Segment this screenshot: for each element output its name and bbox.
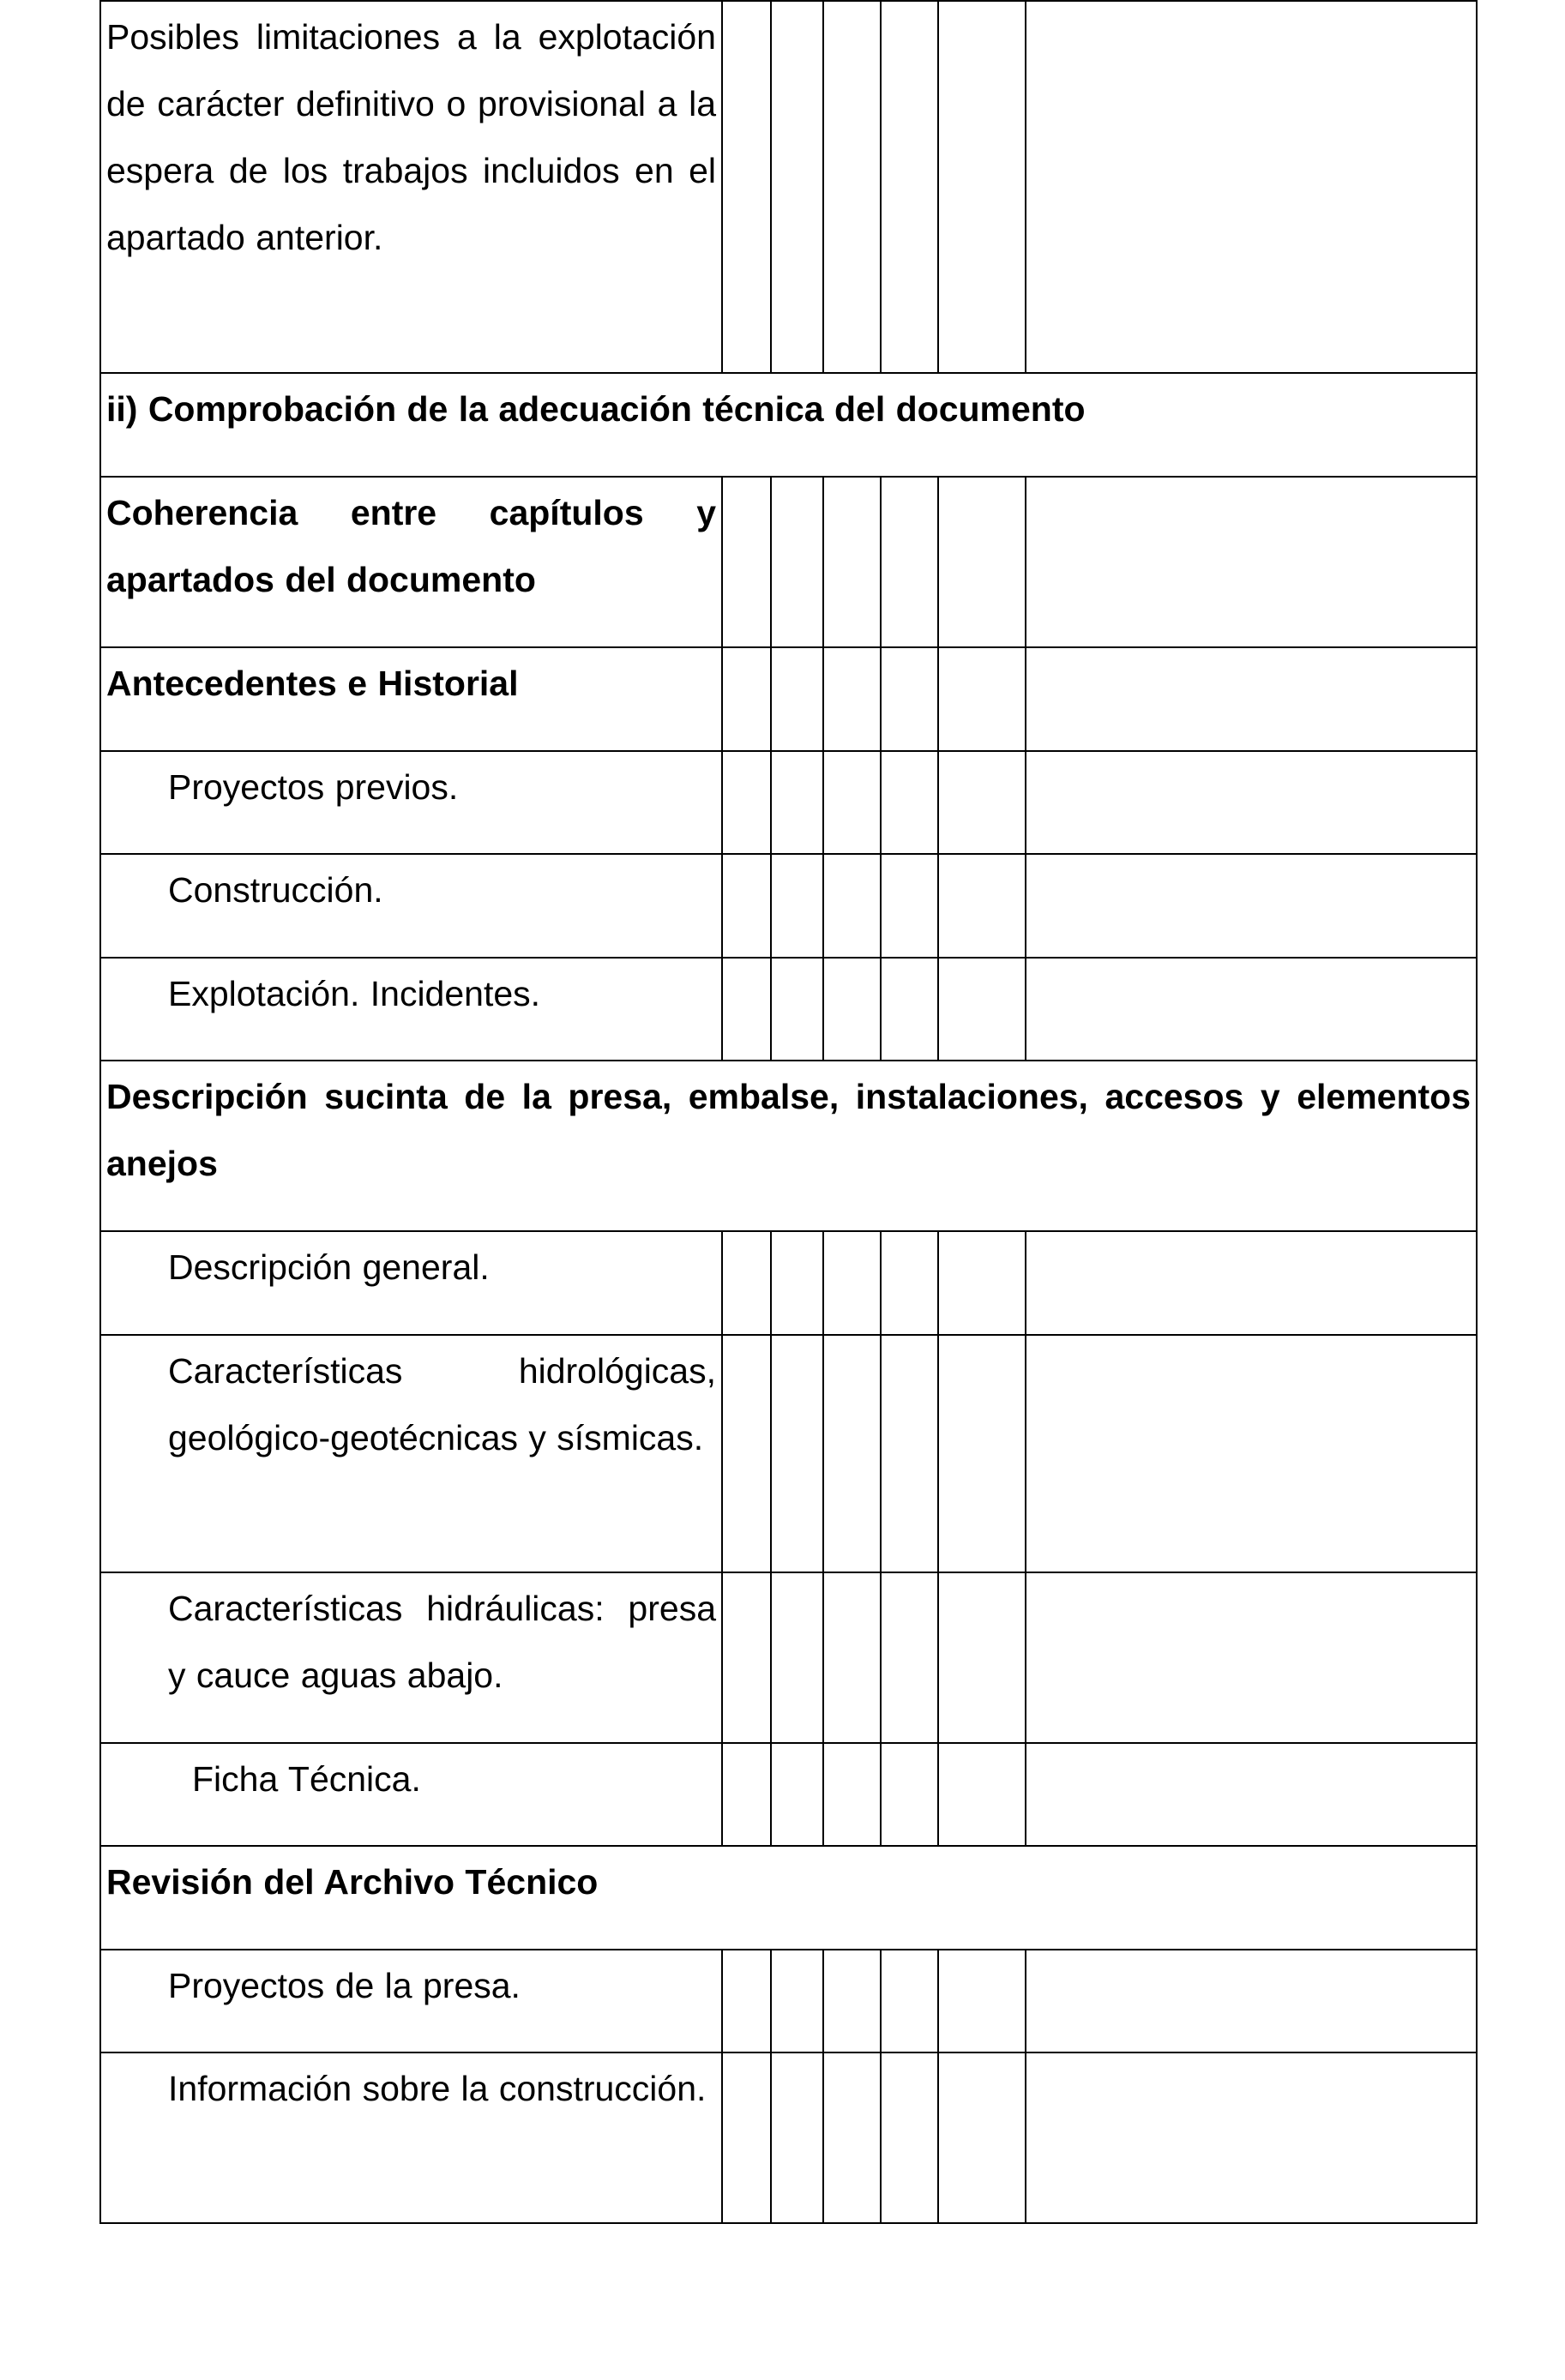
check-cell[interactable] (722, 751, 771, 854)
check-cell[interactable] (771, 1572, 823, 1743)
check-cell[interactable] (938, 751, 1026, 854)
criterion-label: Posibles limitaciones a la explotación de carácter definitivo o provisional a la espera de los trabajos incluidos en el apartado anterior. (100, 1, 722, 373)
check-cell[interactable] (938, 1572, 1026, 1743)
table-row (100, 854, 1477, 958)
check-cell[interactable] (771, 647, 823, 751)
check-cell[interactable] (823, 1743, 881, 1846)
criterion-label: Proyectos previos. (100, 751, 722, 854)
table-row (100, 1335, 1477, 1572)
table-row (100, 958, 1477, 1061)
check-cell[interactable] (823, 1231, 881, 1335)
check-cell[interactable] (823, 647, 881, 751)
criterion-label: Antecedentes e Historial (100, 647, 722, 751)
criterion-label: Coherencia entre capítulos y apartados del documento (100, 477, 722, 647)
table-row (100, 1231, 1477, 1335)
check-cell[interactable] (881, 1, 938, 373)
check-cell[interactable] (771, 2052, 823, 2223)
check-cell[interactable] (938, 1231, 1026, 1335)
check-cell[interactable] (938, 1, 1026, 373)
criterion-label: Explotación. Incidentes. (100, 958, 722, 1061)
check-cell[interactable] (881, 477, 938, 647)
table-row (100, 1, 1477, 373)
table-row (100, 1743, 1477, 1846)
section-header-row (100, 1061, 1477, 1231)
check-cell[interactable] (938, 477, 1026, 647)
table-row (100, 2052, 1477, 2223)
check-cell[interactable] (881, 1231, 938, 1335)
check-cell[interactable] (823, 1950, 881, 2052)
section-header-row (100, 1846, 1477, 1950)
check-cell[interactable] (722, 1335, 771, 1572)
table-row (100, 477, 1477, 647)
observations-cell[interactable] (1026, 958, 1477, 1061)
check-cell[interactable] (771, 1335, 823, 1572)
criterion-label: Proyectos de la presa. (100, 1950, 722, 2052)
check-cell[interactable] (722, 1743, 771, 1846)
check-cell[interactable] (722, 647, 771, 751)
check-cell[interactable] (722, 1950, 771, 2052)
check-cell[interactable] (722, 2052, 771, 2223)
section-header-row (100, 373, 1477, 477)
check-cell[interactable] (938, 2052, 1026, 2223)
check-cell[interactable] (881, 1572, 938, 1743)
observations-cell[interactable] (1026, 1335, 1477, 1572)
check-cell[interactable] (722, 958, 771, 1061)
check-cell[interactable] (881, 647, 938, 751)
check-cell[interactable] (823, 751, 881, 854)
section-title: Descripción sucinta de la presa, embalse, instalaciones, accesos y elementos anejos (100, 1061, 1477, 1231)
check-cell[interactable] (771, 1743, 823, 1846)
table-row (100, 751, 1477, 854)
check-cell[interactable] (771, 854, 823, 958)
check-cell[interactable] (823, 477, 881, 647)
observations-cell[interactable] (1026, 854, 1477, 958)
check-cell[interactable] (823, 1335, 881, 1572)
table-row (100, 1950, 1477, 2052)
check-cell[interactable] (938, 1335, 1026, 1572)
check-cell[interactable] (771, 958, 823, 1061)
check-cell[interactable] (881, 2052, 938, 2223)
check-cell[interactable] (938, 647, 1026, 751)
table-row (100, 647, 1477, 751)
check-cell[interactable] (771, 751, 823, 854)
table-row (100, 1572, 1477, 1743)
criterion-label: Características hidráulicas: presa y cauce aguas abajo. (100, 1572, 722, 1743)
observations-cell[interactable] (1026, 1, 1477, 373)
check-cell[interactable] (881, 1950, 938, 2052)
observations-cell[interactable] (1026, 751, 1477, 854)
check-cell[interactable] (771, 1, 823, 373)
check-cell[interactable] (823, 1572, 881, 1743)
criterion-label: Ficha Técnica. (100, 1743, 722, 1846)
observations-cell[interactable] (1026, 1572, 1477, 1743)
criterion-label: Descripción general. (100, 1231, 722, 1335)
check-cell[interactable] (823, 1, 881, 373)
check-cell[interactable] (938, 854, 1026, 958)
check-cell[interactable] (938, 1950, 1026, 2052)
check-cell[interactable] (881, 958, 938, 1061)
check-cell[interactable] (881, 1335, 938, 1572)
check-cell[interactable] (881, 751, 938, 854)
observations-cell[interactable] (1026, 1231, 1477, 1335)
check-cell[interactable] (823, 2052, 881, 2223)
observations-cell[interactable] (1026, 2052, 1477, 2223)
observations-cell[interactable] (1026, 477, 1477, 647)
review-checklist-table (99, 0, 1478, 2224)
check-cell[interactable] (823, 854, 881, 958)
check-cell[interactable] (881, 1743, 938, 1846)
check-cell[interactable] (722, 477, 771, 647)
observations-cell[interactable] (1026, 1950, 1477, 2052)
section-title: Revisión del Archivo Técnico (100, 1846, 1477, 1950)
check-cell[interactable] (938, 958, 1026, 1061)
observations-cell[interactable] (1026, 647, 1477, 751)
observations-cell[interactable] (1026, 1743, 1477, 1846)
criterion-label: Información sobre la construcción. (100, 2052, 722, 2223)
check-cell[interactable] (823, 958, 881, 1061)
check-cell[interactable] (881, 854, 938, 958)
check-cell[interactable] (722, 854, 771, 958)
criterion-label: Características hidrológicas, geológico-geotécnicas y sísmicas. (100, 1335, 722, 1572)
check-cell[interactable] (722, 1572, 771, 1743)
check-cell[interactable] (722, 1, 771, 373)
check-cell[interactable] (938, 1743, 1026, 1846)
section-title: ii) Comprobación de la adecuación técnica del documento (100, 373, 1477, 477)
check-cell[interactable] (771, 1950, 823, 2052)
check-cell[interactable] (771, 1231, 823, 1335)
check-cell[interactable] (771, 477, 823, 647)
check-cell[interactable] (722, 1231, 771, 1335)
criterion-label: Construcción. (100, 854, 722, 958)
